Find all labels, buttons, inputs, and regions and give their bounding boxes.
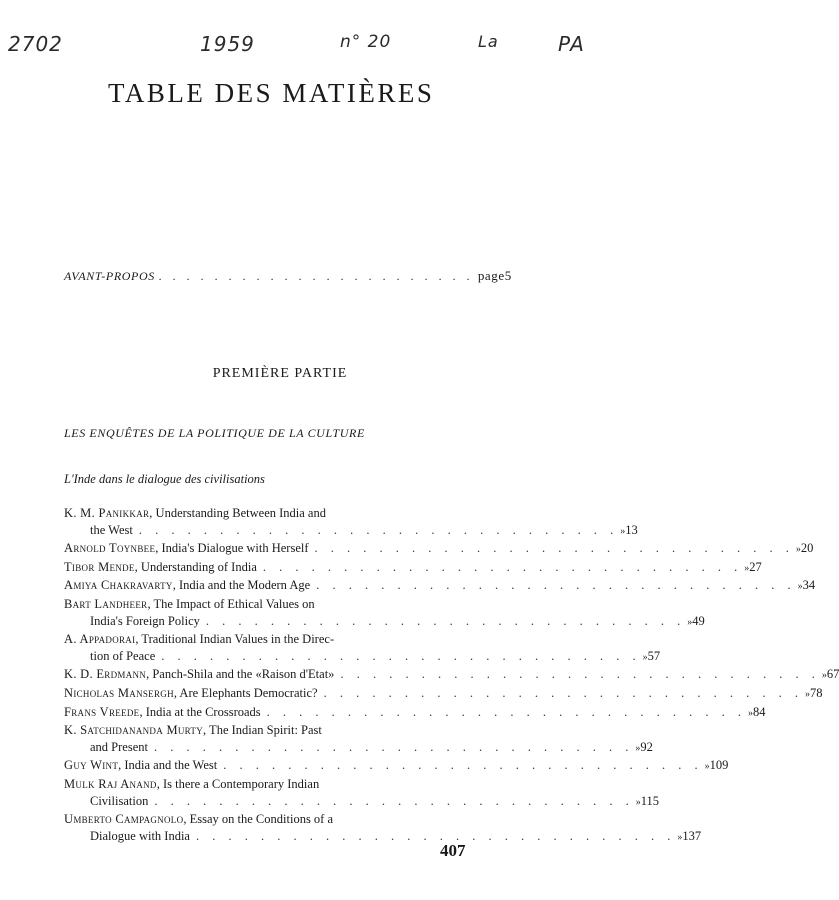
toc-entry-page: 27: [749, 559, 762, 574]
toc-entry-ditto: »: [797, 581, 803, 593]
page-number: 407: [440, 841, 466, 860]
avant-propos-label: AVANT-PROPOS: [64, 269, 155, 283]
toc-entry-leader: . . . . . . . . . . . . . . . . . . . . . . . . . . . . . .: [262, 559, 743, 574]
handwritten-note-5: PA: [558, 32, 585, 56]
toc-entry-line: [64, 776, 472, 793]
handwritten-note-1: 2702: [8, 32, 63, 56]
toc-entry-ditto: »: [795, 544, 801, 556]
toc-entry-leader: . . . . . . . . . . . . . . . . . . . . . . . . . . . . . .: [266, 704, 747, 719]
toc-entry: [64, 505, 638, 540]
handwritten-note-4: La: [478, 32, 499, 51]
toc-entry: [64, 540, 814, 559]
toc-entry-ditto: »: [687, 616, 693, 628]
toc-entry-leader: . . . . . . . . . . . . . . . . . . . . . . . . . . . . . .: [340, 667, 820, 682]
toc-entry-page: 84: [753, 704, 766, 719]
toc-entry-text: [64, 559, 257, 576]
toc-entry-title-cont: Dialogue with India: [90, 828, 190, 843]
toc-entry-page: 67: [826, 667, 839, 682]
toc-entry: [64, 704, 766, 723]
toc-entry-title: , India and the Modern Age: [172, 578, 311, 593]
toc-entry-text: [64, 685, 318, 702]
toc-entry-ditto: »: [620, 525, 626, 537]
toc-entry-page: 78: [809, 685, 823, 700]
toc-entry-text: [64, 505, 326, 522]
toc-entry-author: Umberto Campagnolo: [64, 812, 184, 827]
toc-entry-title: , Understanding of India: [134, 559, 257, 574]
toc-entry: [64, 596, 705, 631]
toc-entry-ditto: »: [748, 707, 754, 719]
toc-entry-page: 57: [647, 648, 661, 663]
avant-propos-leader: . . . . . . . . . . . . . . . . . . . . . . .: [158, 269, 474, 283]
toc-entry-line: [64, 757, 729, 776]
toc-entry-ditto: »: [642, 651, 648, 663]
toc-entry-line: [64, 559, 762, 578]
toc-entry-text: [64, 811, 333, 828]
toc-entry-text: [64, 722, 322, 739]
toc-entry-page: 20: [800, 541, 814, 556]
toc-entry-title: , India and the West: [118, 758, 218, 773]
toc-entry-line: [64, 577, 816, 596]
toc-entry-author: Guy Wint: [64, 758, 119, 773]
toc-entry-leader: . . . . . . . . . . . . . . . . . . . . . . . . . . . . . .: [153, 739, 634, 754]
toc-entry-page: 109: [709, 758, 729, 773]
toc-entry-title: , Understanding Between India and: [149, 506, 326, 520]
toc-entry-ditto: »: [744, 562, 750, 574]
toc-entry-leader: . . . . . . . . . . . . . . . . . . . . . . . . . . . . . .: [154, 793, 634, 808]
toc-entry-line: [64, 685, 823, 704]
toc-entry-ditto: »: [821, 670, 827, 682]
toc-entries: [64, 505, 839, 846]
toc-entry: [64, 685, 823, 704]
toc-entry-author: K. Satchidananda Murty: [64, 723, 204, 738]
toc-entry-ditto: »: [635, 742, 641, 754]
toc-entry-leader: . . . . . . . . . . . . . . . . . . . . . . . . . . . . . .: [195, 828, 676, 843]
toc-entry-author: Mulk Raj Anand: [64, 776, 157, 791]
toc-entry-text: [64, 631, 334, 648]
avant-propos-row: [64, 268, 512, 284]
toc-entry-author: K. D. Erdmann: [64, 667, 147, 682]
toc-entry-line: [64, 540, 814, 559]
toc-entry-text: [64, 540, 309, 557]
toc-entry-title-cont: tion of Peace: [90, 648, 156, 663]
toc-entry-author: Nicholas Mansergh: [64, 685, 174, 700]
toc-entry-title-cont: and Present: [90, 739, 148, 754]
toc-entry-leader: . . . . . . . . . . . . . . . . . . . . . . . . . . . . . .: [223, 758, 703, 773]
toc-entry-author: Amiya Chakravarty: [64, 578, 173, 593]
toc-entry-text: [64, 757, 217, 774]
handwritten-note-2: 1959: [200, 32, 255, 56]
toc-entry: [64, 776, 660, 811]
toc-entry-line: [64, 522, 638, 541]
toc-entry-page: 13: [625, 522, 638, 537]
toc-entry-title: , India at the Crossroads: [139, 704, 261, 719]
toc-entry-title: , Are Elephants Democratic?: [173, 685, 318, 700]
toc-entry-ditto: »: [704, 761, 710, 773]
toc-entry-leader: . . . . . . . . . . . . . . . . . . . . . . . . . . . . . .: [316, 578, 796, 593]
toc-entry-ditto: »: [804, 688, 810, 700]
page-title: TABLE DES MATIÈRES: [108, 78, 435, 108]
avant-propos-page: 5: [504, 268, 512, 283]
toc-entry-page: 92: [640, 739, 653, 754]
toc-entry-line: [64, 811, 472, 828]
toc-entry: [64, 631, 661, 666]
toc-entry-text: [64, 704, 261, 721]
toc-entry-title-cont: India's Foreign Policy: [90, 613, 200, 628]
toc-entry-ditto: »: [677, 831, 683, 843]
toc-entry-title: , Traditional Indian Values in the Direc-: [135, 632, 335, 647]
toc-entry-title: , Is there a Contemporary Indian: [156, 776, 320, 791]
toc-entry-leader: . . . . . . . . . . . . . . . . . . . . . . . . . . . . . .: [161, 648, 641, 663]
toc-entry-line: [64, 666, 839, 685]
toc-entry-title: , India's Dialogue with Herself: [155, 541, 309, 556]
toc-entry-page: 34: [802, 578, 816, 593]
toc-entry-line: [64, 613, 705, 632]
avant-propos-page-word: page: [477, 268, 505, 283]
handwritten-note-3: n° 20: [340, 32, 392, 52]
toc-entry-line: [64, 596, 472, 613]
toc-entry-line: [64, 793, 660, 812]
toc-entry-title: , The Impact of Ethical Values on: [147, 596, 315, 611]
toc-entry-author: K. M. Panikkar: [64, 506, 150, 520]
toc-entry-line: [64, 505, 472, 522]
toc-entry: [64, 757, 729, 776]
toc-entry-leader: . . . . . . . . . . . . . . . . . . . . . . . . . . . . . .: [314, 541, 794, 556]
toc-entry-line: [64, 648, 661, 667]
toc-entry-title: , The Indian Spirit: Past: [203, 723, 322, 738]
toc-entry-text: [64, 666, 334, 683]
toc-entry-title: , Panch-Shila and the «Raison d'Etat»: [146, 667, 335, 682]
toc-entry-leader: . . . . . . . . . . . . . . . . . . . . . . . . . . . . . .: [205, 613, 686, 628]
toc-entry: [64, 722, 653, 757]
toc-entry-title-cont: Civilisation: [90, 793, 149, 808]
toc-entry-leader: . . . . . . . . . . . . . . . . . . . . . . . . . . . . . .: [323, 685, 803, 700]
toc-entry: [64, 811, 702, 846]
toc-entry-line: [64, 828, 702, 847]
toc-entry: [64, 559, 762, 578]
toc-entry-author: Bart Landheer: [64, 596, 148, 611]
toc-entry-author: Tibor Mende: [64, 559, 135, 574]
toc-entry-line: [64, 722, 472, 739]
toc-entry-text: [64, 577, 310, 594]
toc-entry-page: 115: [640, 793, 660, 808]
toc-entry-author: A. Appadorai: [64, 632, 136, 647]
toc-entry-author: Frans Vreede: [64, 704, 140, 719]
toc-entry-title-cont: the West: [90, 522, 133, 537]
toc-entry-text: [64, 596, 315, 613]
toc-entry: [64, 666, 839, 685]
toc-entry-line: [64, 704, 766, 723]
toc-entry-page: 137: [682, 828, 702, 843]
toc-entry-text: [64, 776, 319, 793]
toc-entry-leader: . . . . . . . . . . . . . . . . . . . . . . . . . . . . . .: [138, 522, 619, 537]
section-heading: LES ENQUÊTES DE LA POLITIQUE DE LA CULTURE: [64, 426, 365, 440]
toc-entry: [64, 577, 816, 596]
toc-entry-title: , Essay on the Conditions of a: [183, 812, 334, 827]
toc-entry-line: [64, 631, 472, 648]
toc-entry-line: [64, 739, 653, 758]
toc-entry-page: 49: [692, 613, 705, 628]
toc-entry-ditto: »: [635, 796, 641, 808]
subsection-heading: L'Inde dans le dialogue des civilisations: [64, 472, 265, 486]
part-heading: PREMIÈRE PARTIE: [212, 366, 348, 381]
toc-entry-author: Arnold Toynbee: [64, 541, 156, 556]
